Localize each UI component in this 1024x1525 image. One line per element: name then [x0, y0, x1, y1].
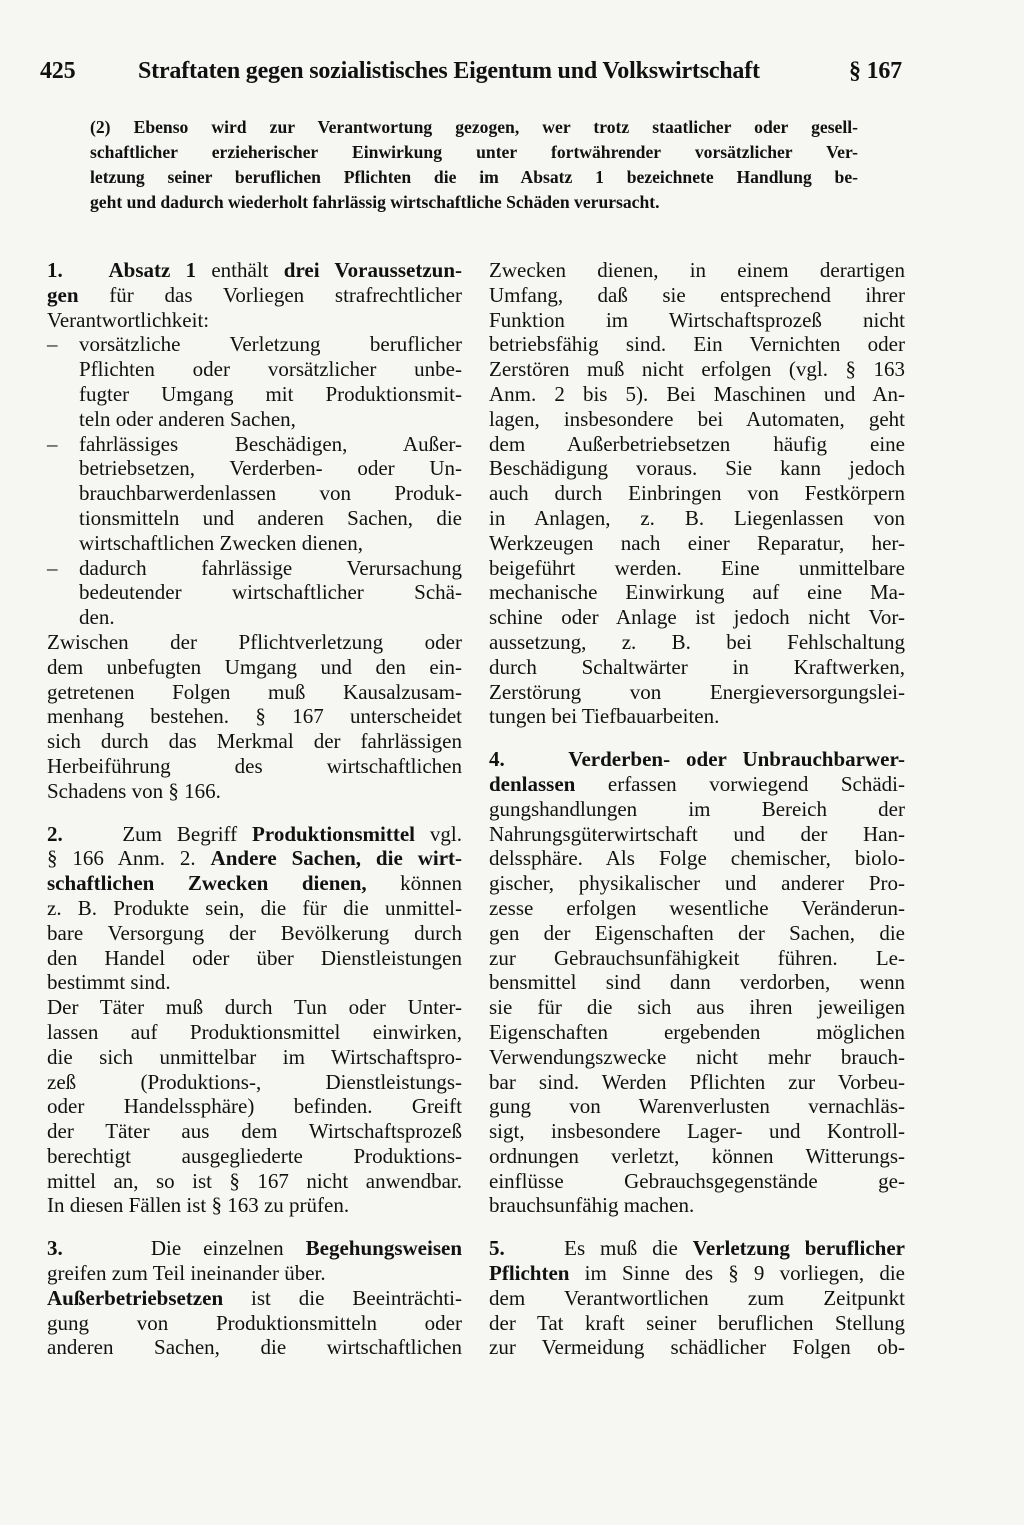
- dash-item: [47, 432, 462, 556]
- text-run: erfassen vorwiegend Schädi-: [575, 771, 905, 796]
- note-line: betriebsetzen, Verderben- oder Un-: [79, 456, 462, 481]
- note-number: 5.: [489, 1236, 505, 1261]
- bold-term: Begehungsweisen: [305, 1236, 462, 1261]
- note-line: dadurch fahrlässige Verursachung: [79, 555, 462, 580]
- note-4: [489, 747, 905, 1218]
- text-run: im Sinne des § 9 vorliegen, die: [569, 1261, 905, 1286]
- bold-term: Absatz 1: [108, 258, 197, 282]
- bold-term: Pflichten: [489, 1261, 570, 1286]
- note-line: bar sind. Werden Pflichten zur Vorbeu-: [489, 1069, 905, 1094]
- dash-bullet: –: [47, 332, 58, 357]
- note-line: [489, 747, 905, 772]
- note-line: Verantwortlichkeit:: [47, 307, 210, 332]
- note-line: Der Täter muß durch Tun oder Unter-: [47, 995, 462, 1020]
- note-line: fahrlässiges Beschädigen, Außer-: [79, 431, 462, 456]
- note-line: bedeutender wirtschaftlicher Schä-: [79, 580, 462, 605]
- note-line: gung von Warenverlusten vernachläs-: [489, 1094, 905, 1119]
- dash-item: [47, 332, 462, 431]
- note-2: [47, 822, 462, 1219]
- note-line: Umfang, daß sie entsprechend ihrer: [489, 282, 905, 307]
- note-line: berechtigt ausgegliederte Produktions-: [47, 1143, 462, 1168]
- dash-bullet: –: [47, 555, 58, 580]
- note-line: betriebsfähig sind. Ein Vernichten oder: [489, 332, 905, 357]
- note-line: den.: [79, 605, 115, 630]
- note-line: Eigenschaften ergebenden möglichen: [489, 1019, 905, 1044]
- note-line: fugter Umgang mit Produktionsmit-: [79, 381, 462, 406]
- statute-line: geht und dadurch wiederholt fahrlässig wirtschaftliche Schäden verursacht.: [90, 192, 660, 212]
- note-line: anderen Sachen, die wirtschaftlichen: [47, 1335, 462, 1360]
- note-line: Werkzeugen nach einer Reparatur, her-: [489, 530, 905, 555]
- note-line: vorsätzliche Verletzung beruflicher: [79, 332, 462, 357]
- text-run: enthält: [196, 258, 284, 282]
- note-number: 1.: [47, 258, 63, 282]
- note-line: [47, 1286, 462, 1311]
- note-1: [47, 258, 462, 804]
- right-column: [489, 258, 905, 1360]
- note-line: Nahrungsgüterwirtschaft und der Han-: [489, 821, 905, 846]
- note-number: 2.: [47, 821, 63, 846]
- left-column: [47, 258, 462, 1360]
- note-line: beigeführt werden. Eine unmittelbare: [489, 555, 905, 580]
- note-line: Zwecken dienen, in einem derartigen: [489, 258, 905, 282]
- note-line: lagen, insbesondere bei Automaten, geht: [489, 406, 905, 431]
- bold-term: Außerbetriebsetzen: [47, 1285, 224, 1310]
- text-run: vgl.: [415, 821, 462, 846]
- note-line: lassen auf Produktionsmittel einwirken,: [47, 1019, 462, 1044]
- note-line: [47, 871, 462, 896]
- note-line: menhang bestehen. § 167 unterscheidet: [47, 704, 462, 729]
- note-line: Zerstörung von Energieversorgungslei-: [489, 679, 905, 704]
- note-line: Verwendungszwecke nicht mehr brauch-: [489, 1044, 905, 1069]
- note-line: Zerstören muß nicht erfolgen (vgl. § 163: [489, 357, 905, 382]
- text-run: § 166 Anm. 2.: [47, 846, 211, 871]
- note-line: dem Verantwortlichen zum Zeitpunkt: [489, 1285, 905, 1310]
- note-line: [489, 1261, 905, 1286]
- note-line: teln oder anderen Sachen,: [79, 406, 296, 431]
- note-line: tungen bei Tiefbauarbeiten.: [489, 704, 720, 729]
- note-line: gen der Eigenschaften der Sachen, die: [489, 920, 905, 945]
- statute-line: schaftlicher erzieherischer Einwirkung unter fortwährender vorsätzlicher Ver-: [90, 142, 858, 162]
- note-line: dem unbefugten Umgang und den ein-: [47, 654, 462, 679]
- note-line: einflüsse Gebrauchsgegenstände ge-: [489, 1168, 905, 1193]
- dash-item: [47, 556, 462, 630]
- note-line: zur Gebrauchsunfähigkeit führen. Le-: [489, 945, 905, 970]
- note-line: der Tat kraft seiner beruflichen Stellung: [489, 1310, 905, 1335]
- note-number: 3.: [47, 1236, 63, 1261]
- note-line: auch durch Einbringen von Festkörpern: [489, 481, 905, 506]
- text-run: Die einzelnen: [128, 1236, 306, 1261]
- note-line: Anm. 2 bis 5). Bei Maschinen und An-: [489, 381, 905, 406]
- note-line: zur Vermeidung schädlicher Folgen ob-: [489, 1335, 905, 1360]
- note-line: sigt, insbesondere Lager- und Kontroll-: [489, 1119, 905, 1144]
- note-line: [47, 283, 462, 308]
- statute-paragraph: [90, 115, 858, 215]
- note-line: wirtschaftlichen Zwecken dienen,: [79, 530, 363, 555]
- chapter-title: Straftaten gegen sozialistisches Eigentum und Volkswirtschaft: [138, 58, 760, 84]
- note-3: [47, 1236, 462, 1360]
- note-line: [489, 1236, 905, 1261]
- note-line: mechanische Einwirkung auf eine Ma-: [489, 580, 905, 605]
- note-line: Herbeiführung des wirtschaftlichen: [47, 753, 462, 778]
- note-line: Pflichten oder vorsätzlicher unbe-: [79, 357, 462, 382]
- statute-line: letzung seiner beruflichen Pflichten die im Absatz 1 bezeichnete Handlung be-: [90, 167, 858, 187]
- note-line: getretenen Folgen muß Kausalzusam-: [47, 679, 462, 704]
- note-line: sich durch das Merkmal der fahrlässigen: [47, 729, 462, 754]
- note-line: [489, 772, 905, 797]
- note-line: [47, 822, 462, 847]
- statute-line: (2) Ebenso wird zur Verantwortung gezogen, wer trotz staatlicher oder gesell-: [90, 117, 858, 137]
- note-line: den Handel oder über Dienstleistungen: [47, 945, 462, 970]
- note-line: oder Handelssphäre) befinden. Greift: [47, 1094, 462, 1119]
- note-line: bare Versorgung der Bevölkerung durch: [47, 920, 462, 945]
- note-line: Funktion im Wirtschaftsprozeß nicht: [489, 307, 905, 332]
- bold-term: Andere Sachen, die wirt-: [210, 846, 462, 871]
- bold-term: drei Voraussetzun-: [283, 258, 462, 282]
- note-line: delssphäre. Als Folge chemischer, biolo-: [489, 846, 905, 871]
- note-line: brauchsunfähig machen.: [489, 1193, 695, 1218]
- note-line: zeß (Produktions-, Dienstleistungs-: [47, 1069, 462, 1094]
- page-number: 425: [40, 58, 76, 84]
- note-number: 4.: [489, 747, 505, 772]
- note-line: Schadens von § 166.: [47, 778, 221, 803]
- bold-term: schaftlichen Zwecken dienen,: [47, 871, 367, 896]
- note-line: der Täter aus dem Wirtschaftsprozeß: [47, 1119, 462, 1144]
- text-run: Es muß die: [549, 1236, 693, 1261]
- note-line: z. B. Produkte sein, die für die unmittel-: [47, 895, 462, 920]
- bold-term: denlassen: [489, 771, 576, 796]
- note-line: dem Außerbetriebsetzen häufig eine: [489, 431, 905, 456]
- note-line: aussetzung, z. B. bei Fehlschaltung: [489, 629, 905, 654]
- note-line: [47, 846, 462, 871]
- note-line: durch Schaltwärter in Kraftwerken,: [489, 654, 905, 679]
- note-line: gischer, physikalischer und anderer Pro-: [489, 871, 905, 896]
- note-line: zesse erfolgen wesentliche Veränderun-: [489, 895, 905, 920]
- note-line: brauchbarwerdenlassen von Produk-: [79, 481, 462, 506]
- note-line: greifen zum Teil ineinander über.: [47, 1261, 326, 1286]
- text-run: Zum Begriff: [107, 821, 253, 846]
- note-line: Zwischen der Pflichtverletzung oder: [47, 629, 462, 654]
- note-line: die sich unmittelbar im Wirtschaftspro-: [47, 1044, 462, 1069]
- note-line: bensmittel sind dann verdorben, wenn: [489, 970, 905, 995]
- note-line: schine oder Anlage ist jedoch nicht Vor-: [489, 605, 905, 630]
- text-run: können: [366, 871, 462, 896]
- bold-term: Produktionsmittel: [252, 821, 416, 846]
- note-line: gung von Produktionsmitteln oder: [47, 1310, 462, 1335]
- bold-term: gen: [47, 282, 79, 307]
- text-run: ist die Beeinträchti-: [223, 1285, 462, 1310]
- note-line: sie für die sich aus ihren jeweiligen: [489, 995, 905, 1020]
- note-line: In diesen Fällen ist § 163 zu prüfen.: [47, 1193, 350, 1218]
- note-line: Beschädigung voraus. Sie kann jedoch: [489, 456, 905, 481]
- note-line: bestimmt sind.: [47, 970, 171, 995]
- text-run: für das Vorliegen strafrechtlicher: [78, 282, 462, 307]
- note-line: gungshandlungen im Bereich der: [489, 796, 905, 821]
- note-3-continued: [489, 258, 905, 729]
- note-line: [47, 1236, 462, 1261]
- section-number: § 167: [848, 58, 902, 84]
- bold-term: Verderben- oder Unbrauchbarwer-: [552, 747, 906, 772]
- note-line: [47, 258, 462, 283]
- note-line: ordnungen verletzt, können Witterungs-: [489, 1143, 905, 1168]
- bold-term: Verletzung beruflicher: [692, 1236, 905, 1261]
- note-line: mittel an, so ist § 167 nicht anwendbar.: [47, 1168, 462, 1193]
- note-5: [489, 1236, 905, 1360]
- note-line: tionsmitteln und anderen Sachen, die: [79, 505, 462, 530]
- note-line: in Anlagen, z. B. Liegenlassen von: [489, 505, 905, 530]
- dash-bullet: –: [47, 431, 58, 456]
